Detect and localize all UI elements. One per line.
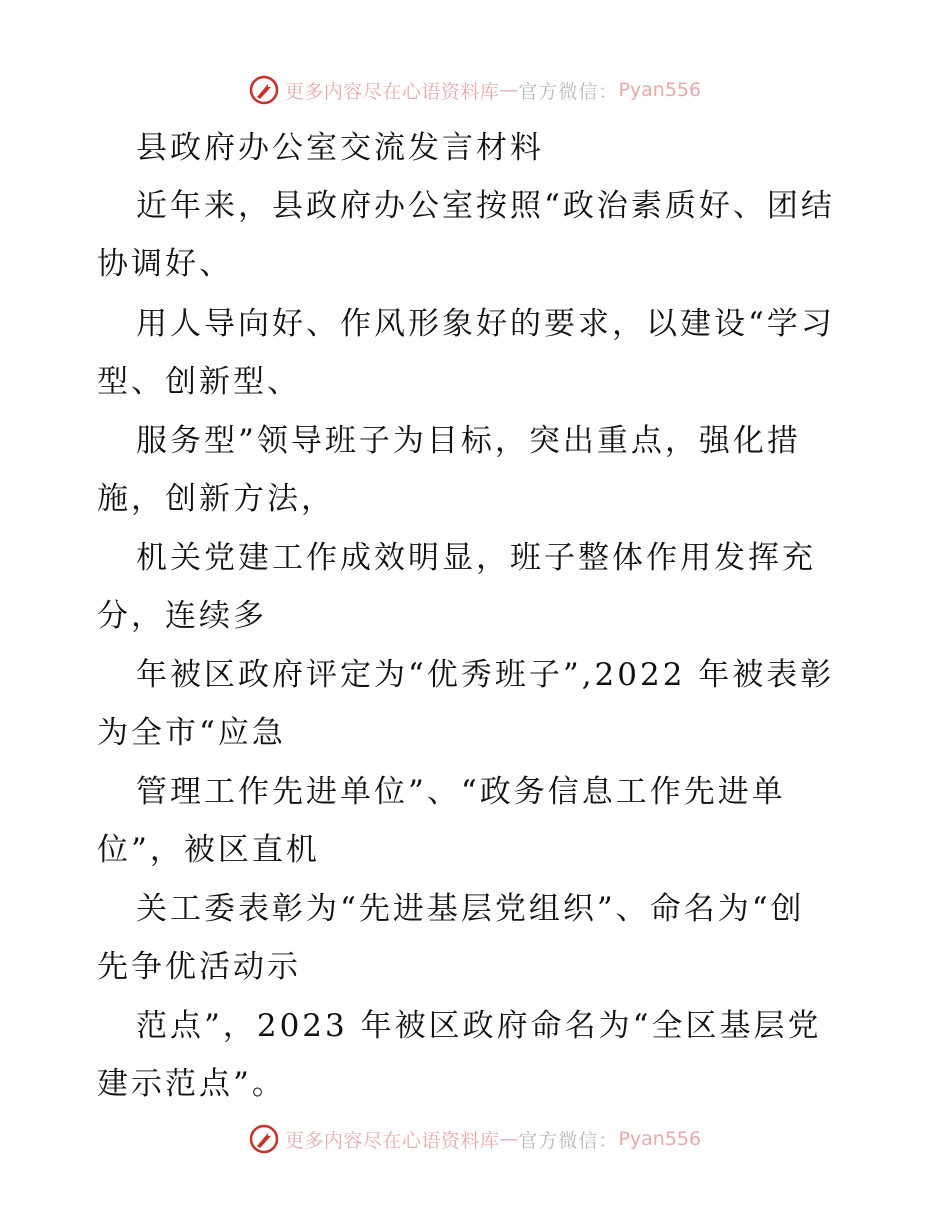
banner-dash: —: [499, 1128, 519, 1150]
paragraph-line: 管理工作先进单位”、“政务信息工作先进单: [136, 774, 786, 810]
paragraph-line: 服务型”领导班子为目标，突出重点，强化措: [136, 423, 801, 459]
pen-nib-logo-icon: [249, 75, 279, 105]
document-title: 县政府办公室交流发言材料: [136, 130, 544, 166]
paragraph-line: 为全市“应急: [97, 715, 286, 751]
banner-text: 更多内容尽在心语资料库: [284, 80, 500, 103]
footer-banner: [0, 1121, 950, 1157]
paragraph-line: 机关党建工作成效明显，班子整体作用发挥充: [136, 540, 816, 576]
paragraph-line: 范点”，2023 年被区政府命名为“全区基层党: [136, 1008, 822, 1044]
paragraph-line: 分，连续多: [97, 598, 267, 634]
header-banner: [0, 72, 950, 108]
paragraph-line: 型、创新型、: [97, 364, 301, 400]
pen-nib-logo-icon: [249, 1124, 279, 1154]
paragraph-line: 位”，被区直机: [97, 832, 320, 868]
banner-dash: —: [499, 79, 519, 101]
banner-wechat-label: 官方微信：: [518, 1129, 619, 1152]
paragraph-line: 协调好、: [97, 246, 233, 282]
paragraph-line: 近年来，县政府办公室按照“政治素质好、团结: [136, 188, 835, 224]
paragraph-line: 施，创新方法，: [97, 481, 335, 517]
paragraph-line: 用人导向好、作风形象好的要求，以建设“学习: [136, 306, 835, 342]
paragraph-line: 年被区政府评定为“优秀班子”,2022 年被表彰: [136, 657, 835, 693]
banner-wechat-id: Pyan556: [618, 79, 702, 101]
banner-text: 更多内容尽在心语资料库: [284, 1129, 500, 1152]
banner-wechat-id: Pyan556: [618, 1128, 702, 1150]
paragraph-line: 建示范点”。: [97, 1066, 286, 1102]
paragraph-line: 关工委表彰为“先进基层党组织”、命名为“创: [136, 891, 805, 927]
paragraph-line: 先争优活动示: [97, 949, 301, 985]
banner-wechat-label: 官方微信：: [518, 80, 619, 103]
